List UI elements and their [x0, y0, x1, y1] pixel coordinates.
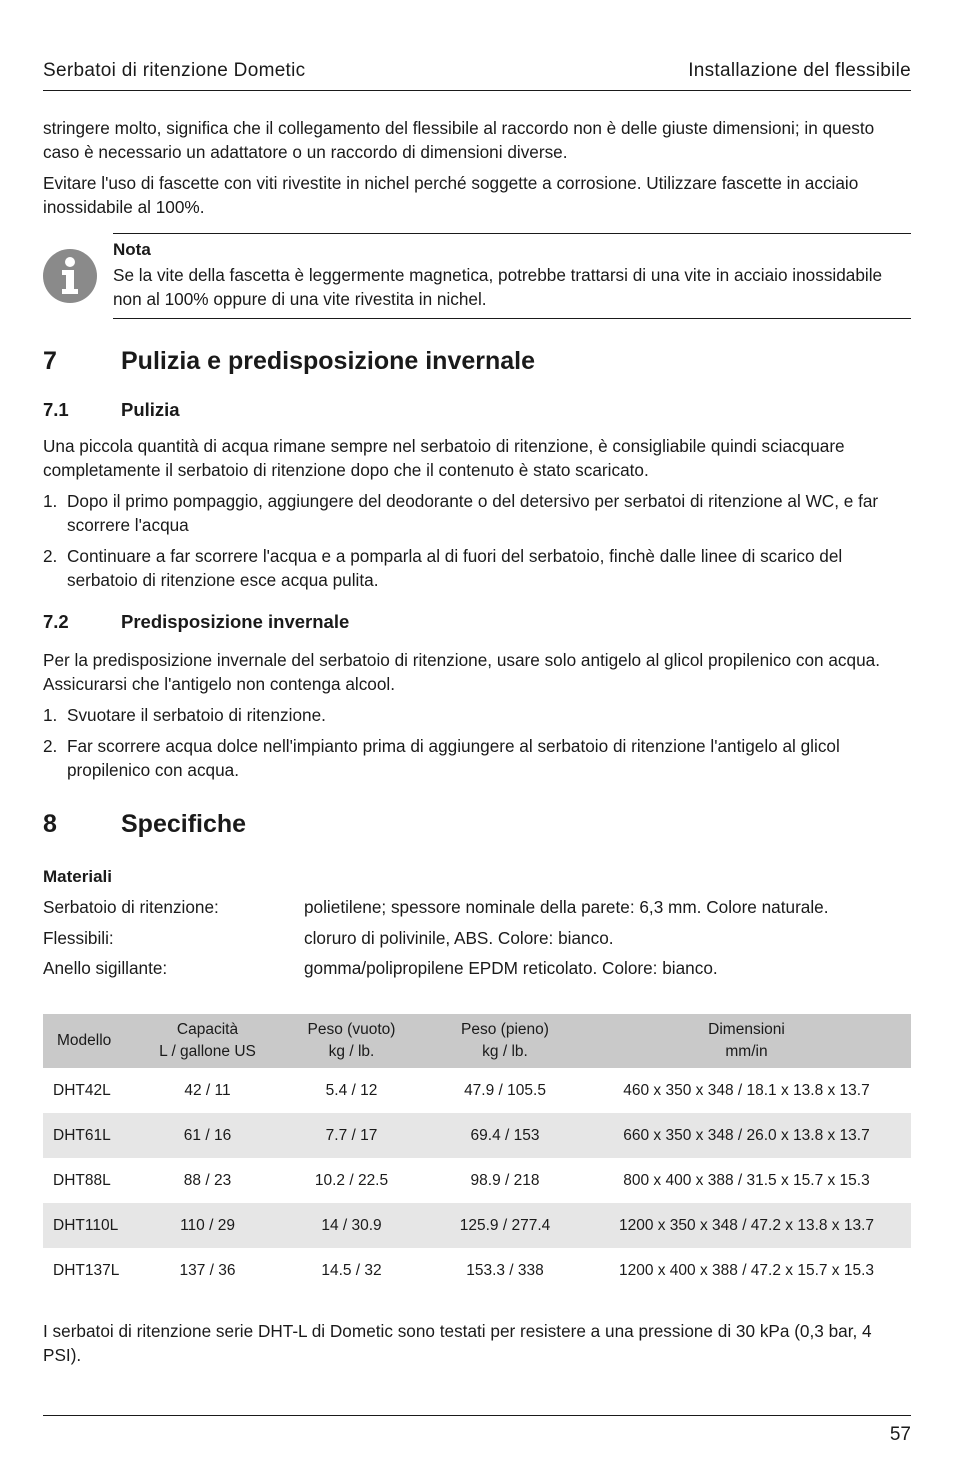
- intro-paragraph-1: stringere molto, significa che il collegamento del flessibile al raccordo non è delle giuste dimensioni; in questo caso è necessario un adattatore o un raccordo di dimensioni diverse.: [43, 118, 875, 162]
- materials-row: [43, 958, 911, 982]
- subsection-number: 7.2: [43, 611, 69, 632]
- table-cell: 800 x 400 x 388 / 31.5 x 15.7 x 15.3: [623, 1171, 870, 1189]
- list-number: 1.: [43, 491, 58, 511]
- list-number: 2.: [43, 546, 58, 566]
- table-cell: 660 x 350 x 348 / 26.0 x 13.8 x 13.7: [623, 1126, 870, 1144]
- document-page: [43, 0, 911, 1475]
- header-title: Serbatoi di ritenzione Dometic: [43, 60, 306, 81]
- table-cell: DHT42L: [53, 1081, 111, 1099]
- list-text: Svuotare il serbatoio di ritenzione.: [67, 705, 326, 725]
- subsection-number: 7.1: [43, 399, 69, 420]
- header-section: Installazione del flessibile: [688, 60, 911, 81]
- table-row: [43, 1248, 911, 1293]
- table-cell: 14 / 30.9: [321, 1216, 382, 1234]
- table-cell: 88 / 23: [183, 1171, 232, 1189]
- table-cell: 1200 x 350 x 348 / 47.2 x 13.8 x 13.7: [618, 1216, 875, 1234]
- material-label: Flessibili:: [43, 928, 114, 948]
- table-cell: 110 / 29: [180, 1216, 235, 1234]
- table-cell: 460 x 350 x 348 / 18.1 x 13.8 x 13.7: [623, 1081, 870, 1099]
- note-content: [113, 233, 911, 319]
- info-icon: [43, 249, 97, 303]
- table-cell: 7.7 / 17: [325, 1126, 378, 1144]
- material-label: Anello sigillante:: [43, 958, 168, 978]
- table-row: [43, 1158, 911, 1203]
- table-cell: 137 / 36: [179, 1261, 236, 1279]
- table-cell: DHT61L: [53, 1126, 111, 1144]
- note-text: Se la vite della fascetta è leggermente magnetica, potrebbe trattarsi di una vite in acciaio inossidabile non al 100% oppure di una vite rivestita in nichel.: [113, 265, 883, 309]
- materials-heading: Materiali: [43, 867, 112, 886]
- table-row: [43, 1113, 911, 1158]
- table-cell: DHT137L: [53, 1261, 120, 1279]
- list-text: Continuare a far scorrere l'acqua e a pomparla al di fuori del serbatoio, finchè dalle linee di scarico del serbatoio di ritenzione esce acqua pulita.: [67, 546, 843, 590]
- subsection-title: Pulizia: [121, 399, 180, 420]
- table-row: [43, 1068, 911, 1113]
- list-text: Dopo il primo pompaggio, aggiungere del deodorante o del detersivo per serbatoi di ritenzione al WC, e far scorrere l'acqua: [67, 491, 879, 535]
- section-number: 8: [43, 810, 57, 838]
- table-cell: 47.9 / 105.5: [464, 1081, 546, 1099]
- pulizia-paragraph: Una piccola quantità di acqua rimane sempre nel serbatoio di ritenzione, è consigliabile quindi sciacquare completamente il serbatoio di ritenzione dopo che il contenuto è stato scaricato.: [43, 436, 845, 480]
- table-row: [43, 1203, 911, 1248]
- intro-paragraph-2: Evitare l'uso di fascette con viti rivestite in nichel perché soggette a corrosione. Utilizzare fascette in acciaio inossidabile al 100%.: [43, 173, 859, 217]
- column-header: Modello: [57, 1032, 112, 1049]
- subsection-title: Predisposizione invernale: [121, 611, 350, 632]
- table-cell: 153.3 / 338: [466, 1261, 544, 1279]
- column-header: Dimensioni mm/in: [708, 1021, 785, 1060]
- page-number: 57: [889, 1424, 911, 1445]
- table-cell: 10.2 / 22.5: [314, 1171, 389, 1189]
- table-cell: 1200 x 400 x 388 / 47.2 x 15.7 x 15.3: [618, 1261, 875, 1279]
- column-header: Capacità L / gallone US: [159, 1021, 256, 1060]
- list-item: [43, 734, 911, 782]
- winter-paragraph: Per la predisposizione invernale del serbatoio di ritenzione, usare solo antigelo al glicol propilenico con acqua. Assicurarsi che l'antigelo non contenga alcool.: [43, 650, 880, 694]
- page-footer: [43, 1415, 911, 1445]
- column-header: Peso (pieno) kg / lb.: [461, 1021, 549, 1060]
- specifications-table: [43, 1014, 911, 1293]
- table-cell: DHT88L: [53, 1171, 111, 1189]
- material-value: polietilene; spessore nominale della parete: 6,3 mm. Colore naturale.: [304, 897, 829, 917]
- list-number: 2.: [43, 736, 58, 756]
- running-header: [43, 60, 911, 91]
- list-text: Far scorrere acqua dolce nell'impianto prima di aggiungere al serbatoio di ritenzione l'antigelo al glicol propilenico con acqua.: [67, 736, 840, 780]
- table-cell: 69.4 / 153: [470, 1126, 540, 1144]
- table-cell: 5.4 / 12: [325, 1081, 378, 1099]
- material-value: gomma/polipropilene EPDM reticolato. Colore: bianco.: [304, 958, 718, 978]
- table-cell: DHT110L: [53, 1216, 119, 1234]
- material-label: Serbatoio di ritenzione:: [43, 897, 219, 917]
- section-title: Specifiche: [121, 810, 247, 838]
- list-item: [43, 544, 911, 592]
- note-box: [43, 233, 911, 319]
- table-cell: 14.5 / 32: [321, 1261, 382, 1279]
- table-cell: 42 / 11: [184, 1081, 231, 1099]
- materials-row: [43, 928, 911, 952]
- table-cell: 98.9 / 218: [470, 1171, 540, 1189]
- section-title: Pulizia e predisposizione invernale: [121, 347, 536, 375]
- closing-paragraph: I serbatoi di ritenzione serie DHT-L di Dometic sono testati per resistere a una pressione di 30 kPa (0,3 bar, 4 PSI).: [43, 1321, 872, 1365]
- section-number: 7: [43, 347, 57, 375]
- note-title: Nota: [113, 240, 151, 259]
- list-item: [43, 703, 911, 727]
- table-cell: 61 / 16: [183, 1126, 232, 1144]
- list-item: [43, 489, 911, 537]
- material-value: cloruro di polivinile, ABS. Colore: bianco.: [304, 928, 614, 948]
- table-header-row: [43, 1014, 911, 1068]
- column-header: Peso (vuoto) kg / lb.: [307, 1021, 396, 1060]
- table-cell: 125.9 / 277.4: [459, 1216, 551, 1234]
- list-number: 1.: [43, 705, 58, 725]
- materials-row: [43, 897, 911, 921]
